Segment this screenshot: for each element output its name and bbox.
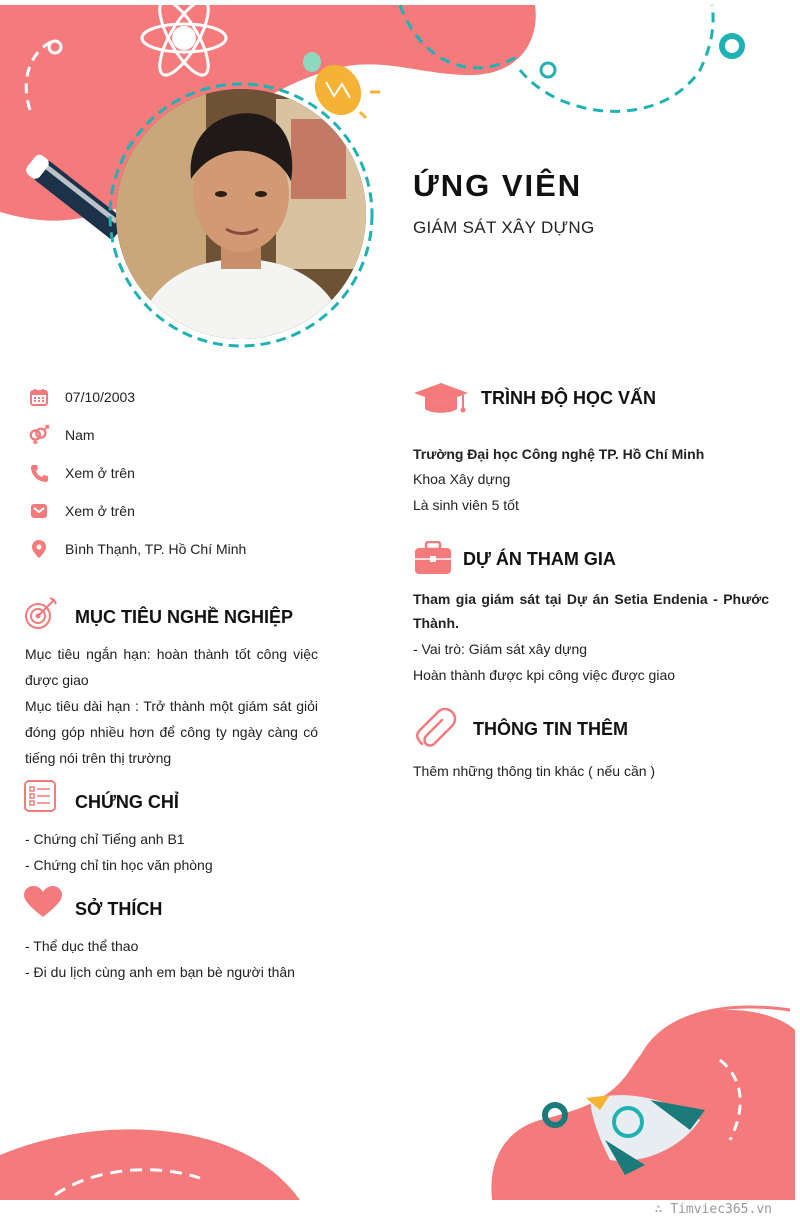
job-title: GIÁM SÁT XÂY DỰNG [413, 218, 595, 237]
footer-brand: ∴ Timviec365.vn [654, 1202, 772, 1217]
objective-title: MỤC TIÊU NGHỀ NGHIỆP [75, 607, 294, 627]
hobby-item: - Thể dục thể thao [25, 938, 139, 954]
phone-row [28, 461, 135, 485]
phone-value: Xem ở trên [65, 465, 135, 481]
school-name: Trường Đại học Công nghệ TP. Hồ Chí Minh [413, 446, 705, 462]
certificate-item: - Chứng chỉ Tiếng anh B1 [25, 831, 185, 847]
phone-icon [28, 462, 50, 484]
email-row [28, 499, 135, 523]
graduation-cap-icon [413, 381, 469, 420]
project-name: Tham gia giám sát tại Dự án Setia Endenia - Phước Thành. [413, 591, 769, 631]
email-value: Xem ở trên [65, 503, 135, 519]
project-result: Hoàn thành được kpi công việc được giao [413, 667, 676, 683]
checklist-icon [24, 780, 56, 817]
faculty: Khoa Xây dựng [413, 471, 511, 487]
birthday-row [28, 385, 136, 409]
project-role: - Vai trò: Giám sát xây dựng [413, 641, 588, 657]
objective-long: Mục tiêu dài hạn : Trở thành một giám sát giỏi đóng góp nhiều hơn để công ty ngày càng có tiếng nói trên thị trường [25, 698, 318, 766]
extra-title: THÔNG TIN THÊM [473, 719, 628, 739]
calendar-icon [28, 386, 50, 408]
paperclip-icon [414, 708, 458, 753]
certificate-item: - Chứng chỉ tin học văn phòng [25, 857, 213, 873]
location-icon [28, 538, 50, 560]
birthday-value: 07/10/2003 [65, 389, 136, 405]
briefcase-icon [414, 541, 452, 580]
education-status: Là sinh viên 5 tốt [413, 497, 519, 513]
gender-icon [28, 424, 50, 446]
projects-title: DỰ ÁN THAM GIA [463, 549, 616, 569]
certificates-title: CHỨNG CHỈ [75, 792, 179, 812]
hobbies-title: SỞ THÍCH [75, 899, 163, 919]
address-row [28, 537, 247, 561]
education-title: TRÌNH ĐỘ HỌC VẤN [481, 388, 656, 408]
hobby-item: - Đi du lịch cùng anh em bạn bè người thân [25, 964, 295, 980]
avatar [116, 89, 366, 339]
address-value: Bình Thạnh, TP. Hồ Chí Minh [65, 541, 247, 557]
email-icon [28, 500, 50, 522]
candidate-name: ỨNG VIÊN [413, 168, 583, 203]
heart-icon [24, 886, 62, 923]
extra-text: Thêm những thông tin khác ( nếu cần ) [413, 763, 656, 779]
gender-row [28, 423, 95, 447]
objective-short: Mục tiêu ngắn hạn: hoàn thành tốt công việc được giao [25, 646, 318, 688]
target-icon [24, 596, 58, 635]
gender-value: Nam [65, 427, 95, 443]
